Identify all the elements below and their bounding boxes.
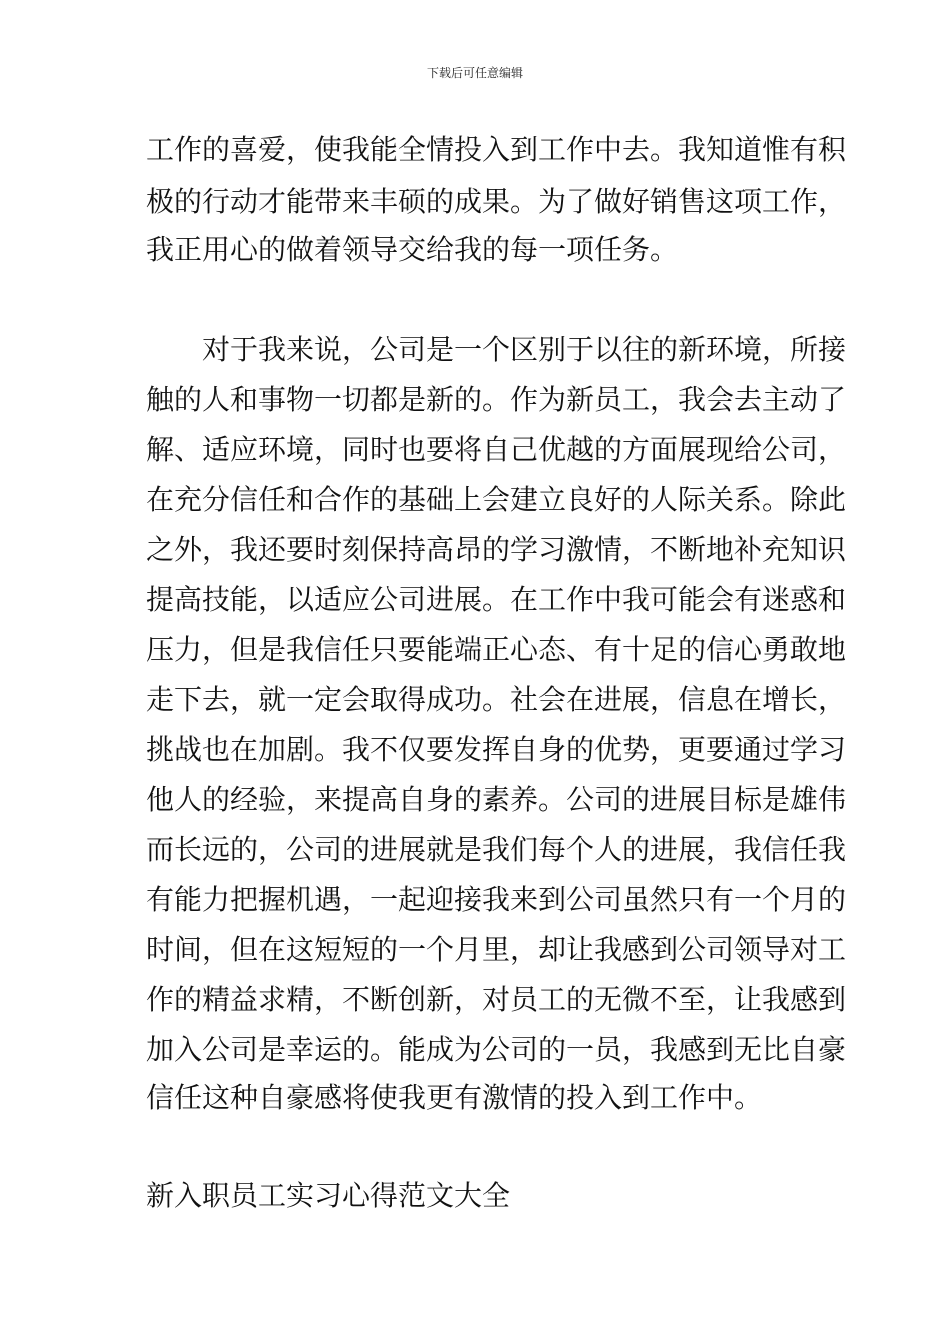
paragraph-2-line-7: 压力，但是我信任只要能端正心态、有十足的信心勇敢地 (146, 633, 847, 666)
paragraph-2-line-5: 之外，我还要时刻保持高昂的学习激情，不断地补充知识 (146, 533, 847, 566)
paragraph-2-line-1: 对于我来说，公司是一个区别于以往的新环境，所接 (202, 333, 847, 366)
paragraph-2-line-9: 挑战也在加剧。我不仅要发挥自身的优势，更要通过学习 (146, 733, 847, 766)
paragraph-1-line-2: 极的行动才能带来丰硕的成果。为了做好销售这项工作， (146, 185, 847, 218)
paragraph-2-line-13: 时间，但在这短短的一个月里，却让我感到公司领导对工 (146, 933, 847, 966)
page-header-note: 下载后可任意编辑 (426, 66, 523, 80)
paragraph-2-line-15: 加入公司是幸运的。能成为公司的一员，我感到无比自豪 (146, 1033, 847, 1066)
paragraph-1-line-1: 工作的喜爱，使我能全情投入到工作中去。我知道惟有积 (146, 133, 847, 166)
paragraph-2-line-11: 而长远的，公司的进展就是我们每个人的进展，我信任我 (146, 833, 847, 866)
paragraph-2-line-4: 在充分信任和合作的基础上会建立良好的人际关系。除此 (146, 483, 847, 516)
paragraph-2-line-6: 提高技能，以适应公司进展。在工作中我可能会有迷惑和 (146, 583, 847, 616)
paragraph-2-line-14: 作的精益求精，不断创新，对员工的无微不至，让我感到 (146, 983, 847, 1016)
paragraph-2-line-16: 信任这种自豪感将使我更有激情的投入到工作中。 (146, 1081, 763, 1114)
paragraph-1-line-3: 我正用心的做着领导交给我的每一项任务。 (146, 233, 679, 266)
paragraph-2-line-8: 走下去，就一定会取得成功。社会在进展，信息在增长， (146, 683, 847, 716)
paragraph-2-line-2: 触的人和事物一切都是新的。作为新员工，我会去主动了 (146, 383, 847, 416)
section-title: 新入职员工实习心得范文大全 (146, 1179, 511, 1212)
paragraph-2-line-3: 解、适应环境，同时也要将自己优越的方面展现给公司， (146, 433, 847, 466)
paragraph-2-line-12: 有能力把握机遇，一起迎接我来到公司虽然只有一个月的 (146, 883, 847, 916)
paragraph-2-line-10: 他人的经验，来提高自身的素养。公司的进展目标是雄伟 (146, 783, 847, 816)
